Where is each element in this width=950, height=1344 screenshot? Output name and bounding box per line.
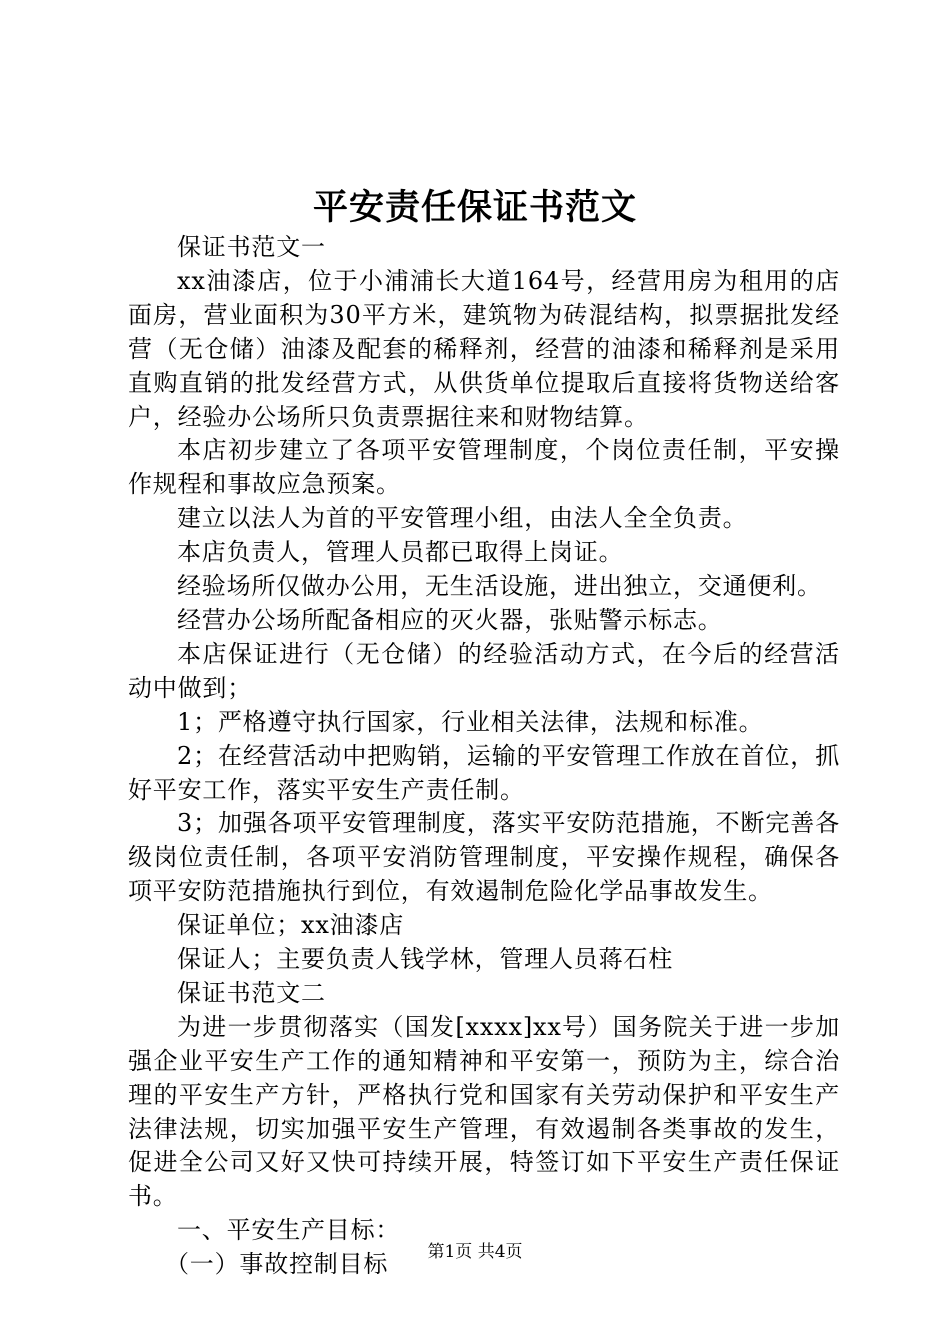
section-heading: 一、平安生产目标： bbox=[177, 1216, 401, 1245]
paragraph: 为进一步贯彻落实（国发[xxxx]xx号）国务院关于进一步加强企业平安生产工作的通知精神和平安第一，预防为主，综合治理的平安生产方针，严格执行党和国家有关劳动保护和平安生产法律法规，切实加强平安生产管理，有效遏制各类事故的发生，促进全公司又好又快可持续开展，特签订如下平安生产责任保证书。 bbox=[128, 1012, 840, 1211]
paragraph: 保证书范文二 bbox=[177, 978, 326, 1007]
list-item: 3；加强各项平安管理制度，落实平安防范措施，不断完善各级岗位责任制，各项平安消防管理制度，平安操作规程，确保各项平安防范措施执行到位，有效遏制危险化学品事故发生。 bbox=[128, 809, 840, 906]
paragraph: 本店负责人，管理人员都已取得上岗证。 bbox=[177, 538, 624, 567]
list-item: 1；严格遵守执行国家，行业相关法律，法规和标准。 bbox=[177, 707, 764, 736]
paragraph: 保证单位；xx油漆店 bbox=[177, 911, 405, 940]
paragraph: 本店初步建立了各项平安管理制度，个岗位责任制，平安操作规程和事故应急预案。 bbox=[128, 436, 840, 499]
subsection-heading: （一）事故控制目标 bbox=[165, 1250, 389, 1279]
paragraph: 保证人；主要负责人钱学林，管理人员蒋石柱 bbox=[177, 945, 673, 974]
paragraph: 建立以法人为首的平安管理小组，由法人全全负责。 bbox=[177, 504, 748, 533]
document-body bbox=[128, 231, 840, 1282]
paragraph: 本店保证进行（无仓储）的经验活动方式，在今后的经营活动中做到； bbox=[128, 639, 840, 702]
paragraph: 经验场所仅做办公用，无生活设施，进出独立，交通便利。 bbox=[177, 572, 822, 601]
document-title: 平安责任保证书范文 bbox=[312, 187, 637, 228]
list-item: 2；在经营活动中把购销，运输的平安管理工作放在首位，抓好平安工作，落实平安生产责任制。 bbox=[128, 741, 840, 804]
paragraph: 经营办公场所配备相应的灭火器，张贴警示标志。 bbox=[177, 605, 723, 634]
paragraph: 保证书范文一 bbox=[177, 233, 326, 261]
paragraph: xx油漆店，位于小浦浦长大道164号，经营用房为租用的店面房，营业面积为30平方米，建筑物为砖混结构，拟票据批发经营（无仓储）油漆及配套的稀释剂，经营的油漆和稀释剂是采用直购直销的批发经营方式，从供货单位提取后直接将货物送给客户，经验办公场所只负责票据往来和财物结算。 bbox=[128, 266, 840, 431]
page-number: 第1页 共4页 bbox=[427, 1242, 523, 1262]
